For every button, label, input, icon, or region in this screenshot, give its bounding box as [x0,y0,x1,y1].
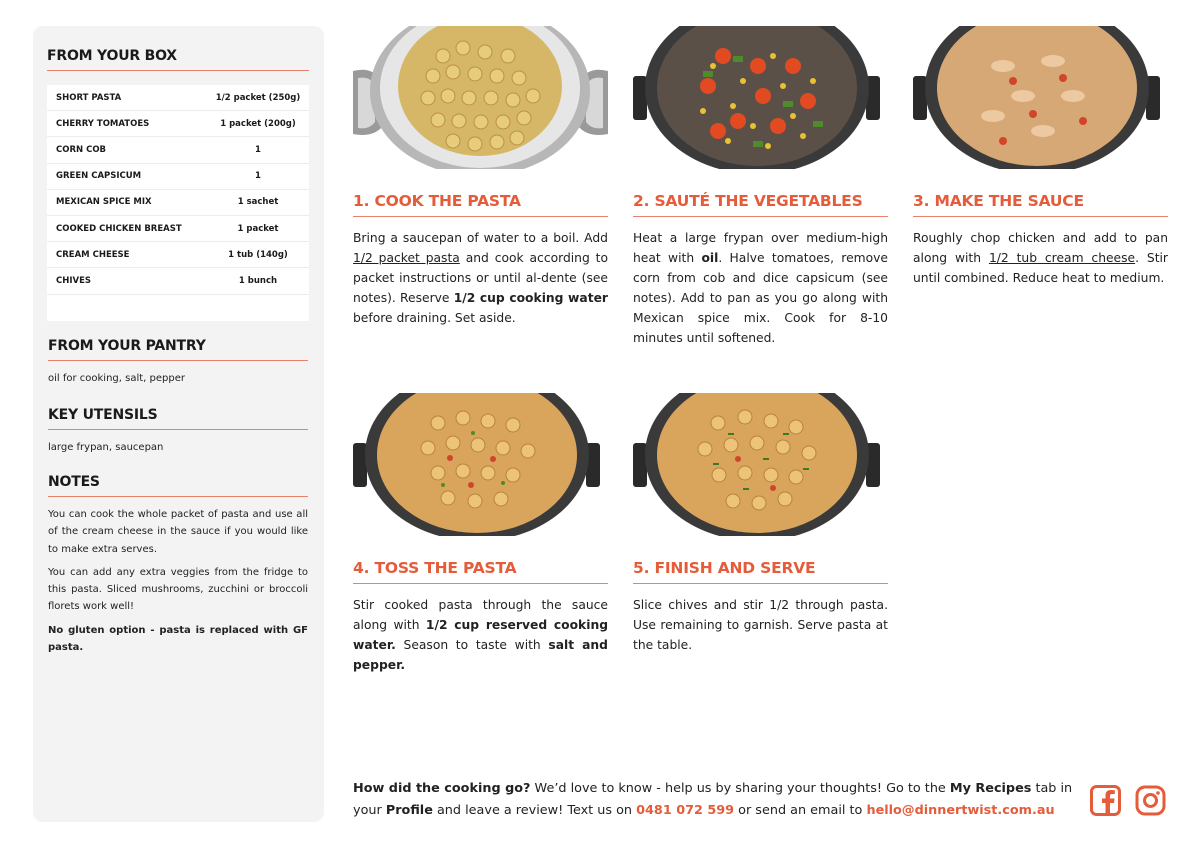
step-2-title: 2. SAUTÉ THE VEGETABLES [633,192,888,217]
step-4-body: Stir cooked pasta through the sauce along with 1/2 cup reserved cooking water. Season to taste with salt and pepper. [353,598,608,672]
pantry-text: oil for cooking, salt, pepper [48,373,185,384]
ingredient-name: SHORT PASTA [56,92,122,103]
email-link[interactable]: hello@dinnertwist.com.au [866,803,1055,818]
note-paragraph: You can cook the whole packet of pasta and use all of the cream cheese in the sauce if you would like to make extra serves. [48,509,308,555]
step-4 [353,393,608,675]
step-2-image [633,26,888,169]
step-5-image [633,393,888,536]
ingredient-name: GREEN CAPSICUM [56,171,142,182]
notes-section [48,474,308,656]
ingredients-sidebar [33,26,324,822]
phone-link[interactable]: 0481 072 599 [636,803,735,818]
step-4-title: 4. TOSS THE PASTA [353,559,608,584]
utensils-section [48,407,308,456]
utensils-text: large frypan, saucepan [48,442,164,453]
ingredient-name: CREAM CHEESE [56,249,130,260]
step-2-body: Heat a large frypan over medium-high heat with oil. Halve tomatoes, remove corn from cob and dice capsicum (see notes). Add to pan as you go along with Mexican spice mix. Cook for 8-10 minutes until softened. [633,231,888,345]
social-links [1090,785,1166,816]
feedback-footer: How did the cooking go? We’d love to know - help us by sharing your thoughts! Go to the My Recipes tab in your Profile and leave a review! Text us on 0481 072 599 or send an email to hello@dinnertwist.com.au [353,781,1073,818]
note-paragraph-gluten: No gluten option - pasta is replaced with GF pasta. [48,624,308,654]
ingredient-qty: 1 packet [237,223,279,234]
step-3-title: 3. MAKE THE SAUCE [913,192,1168,217]
ingredient-qty: 1 [255,171,261,182]
from-your-box-title: FROM YOUR BOX [47,48,309,71]
ingredient-qty: 1 tub (140g) [228,249,288,260]
ingredient-row [47,137,309,163]
step-2 [633,26,888,348]
ingredient-row [47,190,309,216]
ingredient-row [47,242,309,268]
note-paragraph: You can add any extra veggies from the fridge to this pasta. Sliced mushrooms, zucchini or broccoli florets work well! [48,566,308,613]
utensils-title: KEY UTENSILS [48,407,308,430]
step-3 [913,26,1168,288]
ingredient-name: CORN COB [56,144,107,155]
instagram-icon[interactable] [1135,785,1166,816]
step-5-body: Slice chives and stir 1/2 through pasta. Use remaining to garnish. Serve pasta at the table. [633,598,888,652]
ingredient-row [47,216,309,242]
ingredient-row [47,111,309,137]
pantry-section [48,338,308,387]
notes-title: NOTES [48,474,308,497]
ingredient-name: CHERRY TOMATOES [56,118,150,129]
ingredient-qty: 1 sachet [237,197,279,208]
ingredient-qty: 1 bunch [238,275,278,286]
step-3-body: Roughly chop chicken and add to pan along with 1/2 tub cream cheese. Stir until combined. Reduce heat to medium. [913,231,1168,285]
ingredient-name: CHIVES [56,275,92,286]
step-3-image [913,26,1168,169]
step-4-image [353,393,608,536]
step-5-title: 5. FINISH AND SERVE [633,559,888,584]
ingredients-table [47,85,309,321]
facebook-icon[interactable] [1090,785,1121,816]
ingredient-row [47,268,309,294]
ingredient-row [47,85,309,111]
ingredient-name: MEXICAN SPICE MIX [56,197,152,208]
ingredient-qty: 1 [255,144,261,155]
step-5 [633,393,888,655]
ingredient-name: COOKED CHICKEN BREAST [56,223,182,234]
step-1 [353,26,608,328]
step-1-title: 1. COOK THE PASTA [353,192,608,217]
ingredient-qty: 1/2 packet (250g) [215,92,301,103]
ingredient-row [47,164,309,190]
step-1-body: Bring a saucepan of water to a boil. Add 1/2 packet pasta and cook according to packet instructions or until al-dente (see notes). Reserve 1/2 cup cooking water before draining. Set aside. [353,231,608,325]
pantry-title: FROM YOUR PANTRY [48,338,308,361]
ingredient-qty: 1 packet (200g) [220,118,296,129]
step-1-image [353,26,608,169]
